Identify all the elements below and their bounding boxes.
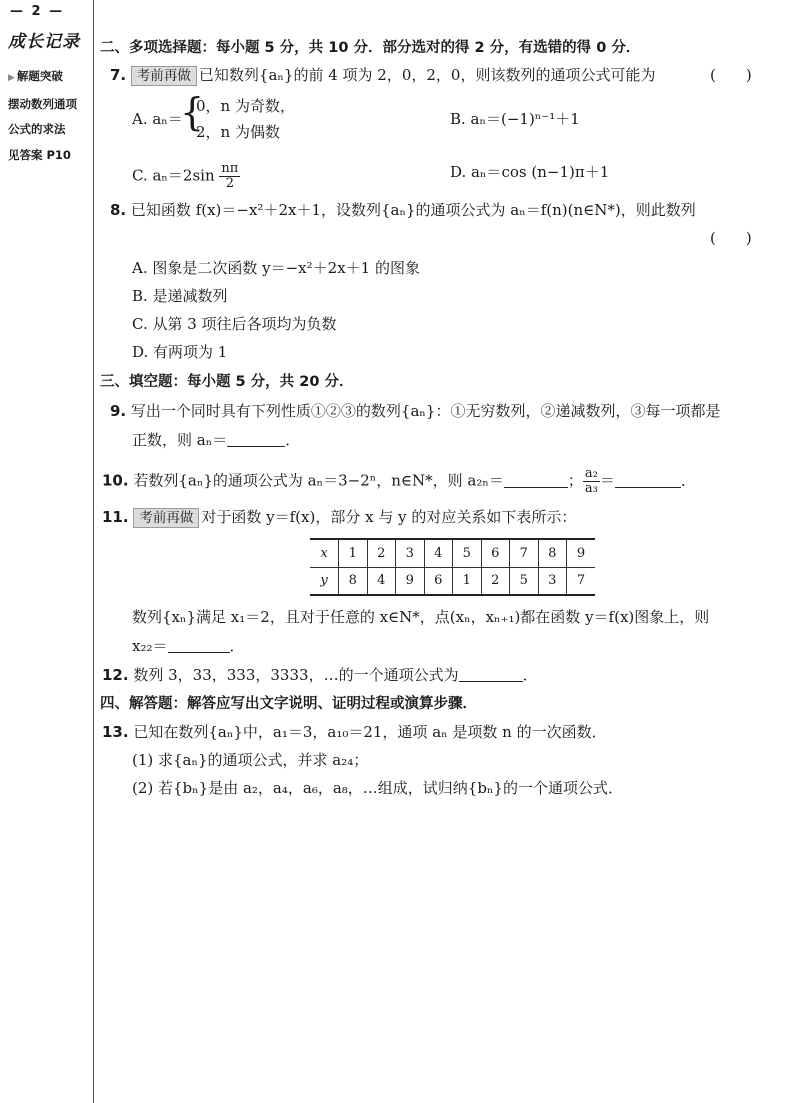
- answer-paren: ( ): [710, 66, 752, 84]
- question-11-stem: 11. 考前再做 对于函数 y＝f(x)，部分 x 与 y 的对应关系如下表所示：: [102, 508, 577, 526]
- question-9-line1: 9. 写出一个同时具有下列性质①②③的数列{aₙ}：①无穷数列，②递减数列，③每一项都是: [110, 402, 721, 420]
- tip-line: ▶ 解题突破: [8, 69, 63, 83]
- brand-title: 成长记录: [8, 32, 80, 52]
- question-13-part2: (2) 若{bₙ}是由 a₂，a₄，a₆，a₈，…组成，试归纳{bₙ}的一个通项公式．: [132, 779, 623, 797]
- table-row: x 1 2 3 4 5 6 7 8 9: [310, 539, 595, 567]
- q8-option-d: D. 有两项为 1: [132, 343, 228, 361]
- sidebar: [0, 0, 96, 1103]
- retry-tag: 考前再做: [131, 66, 197, 86]
- q8-option-c: C. 从第 3 项往后各项均为负数: [132, 315, 337, 333]
- tip-line: 公式的求法: [8, 122, 66, 136]
- answer-blank[interactable]: [227, 432, 285, 447]
- answer-blank[interactable]: [615, 473, 681, 488]
- xy-table: [310, 538, 595, 596]
- answer-paren: ( ): [710, 229, 752, 247]
- table-row: y 8 4 9 6 1 2 5 3 7: [310, 567, 595, 595]
- q7-option-b: B. aₙ＝(−1)ⁿ⁻¹＋1: [450, 110, 580, 128]
- question-12: 12. 数列 3，33，333，3333，…的一个通项公式为 ．: [102, 666, 538, 684]
- question-7-stem: 7. 考前再做 已知数列{aₙ}的前 4 项为 2，0，2，0，则该数列的通项公式可能为: [110, 66, 656, 84]
- question-13-part1: (1) 求{aₙ}的通项公式，并求 a₂₄；: [132, 751, 369, 769]
- question-9-line2: 正数，则 aₙ＝ ．: [132, 431, 301, 449]
- q8-option-a: A. 图象是二次函数 y＝−x²＋2x＋1 的图象: [132, 259, 420, 277]
- q7-option-a-case2: 2，n 为偶数: [196, 123, 280, 141]
- answer-blank[interactable]: [168, 638, 230, 653]
- answer-blank[interactable]: [459, 667, 523, 682]
- section-4-title: 四、解答题：解答应写出文字说明、证明过程或演算步骤．: [100, 696, 477, 712]
- question-8-stem: 8. 已知函数 f(x)＝−x²＋2x＋1，设数列{aₙ}的通项公式为 aₙ＝f(n)(n∈N*)，则此数列: [110, 201, 696, 219]
- q7-option-a-prefix: A. aₙ＝: [132, 110, 183, 128]
- section-2-title: 二、多项选择题：每小题 5 分，共 10 分．部分选对的得 2 分，有选错的得 0 分．: [100, 40, 641, 56]
- tip-line: 摆动数列通项: [8, 96, 77, 111]
- q8-option-b: B. 是递减数列: [132, 287, 228, 305]
- question-11-line2: 数列{xₙ}满足 x₁＝2，且对于任意的 x∈N*，点(xₙ，xₙ₊₁)都在函数 y＝f(x)图象上，则: [132, 608, 710, 626]
- q7-option-a-case1: 0，n 为奇数，: [196, 97, 295, 115]
- question-13-stem: 13. 已知在数列{aₙ}中，a₁＝3，a₁₀＝21，通项 aₙ 是项数 n 的一次函数．: [102, 723, 607, 741]
- sidebar-divider: [93, 0, 94, 1103]
- q7-option-c: C. aₙ＝2sin $\frac{n\pi}{2}$: [132, 161, 239, 191]
- section-3-title: 三、填空题：每小题 5 分，共 20 分．: [100, 374, 354, 390]
- brace-icon: {: [180, 90, 205, 134]
- retry-tag: 考前再做: [133, 508, 199, 528]
- fraction: $\frac{\text{a₂}}{\text{a₃}}$: [584, 466, 598, 496]
- tip-line: 见答案 P10: [8, 147, 71, 162]
- page-number: — 2 —: [10, 4, 65, 19]
- question-11-line3: x₂₂＝ ．: [132, 637, 245, 655]
- fraction: $\frac{n\pi}{2}$: [221, 161, 239, 191]
- q7-option-d: D. aₙ＝cos (n−1)π＋1: [450, 163, 610, 181]
- tip-box: [8, 64, 92, 168]
- arrow-icon: ▶: [8, 73, 15, 83]
- question-10: 10. 若数列{aₙ}的通项公式为 aₙ＝3−2ⁿ，n∈N*，则 a₂ₙ＝ ； $\frac{\text{a₂}}{\text{a₃}}$ ＝ ．: [102, 466, 696, 496]
- answer-blank[interactable]: [504, 473, 568, 488]
